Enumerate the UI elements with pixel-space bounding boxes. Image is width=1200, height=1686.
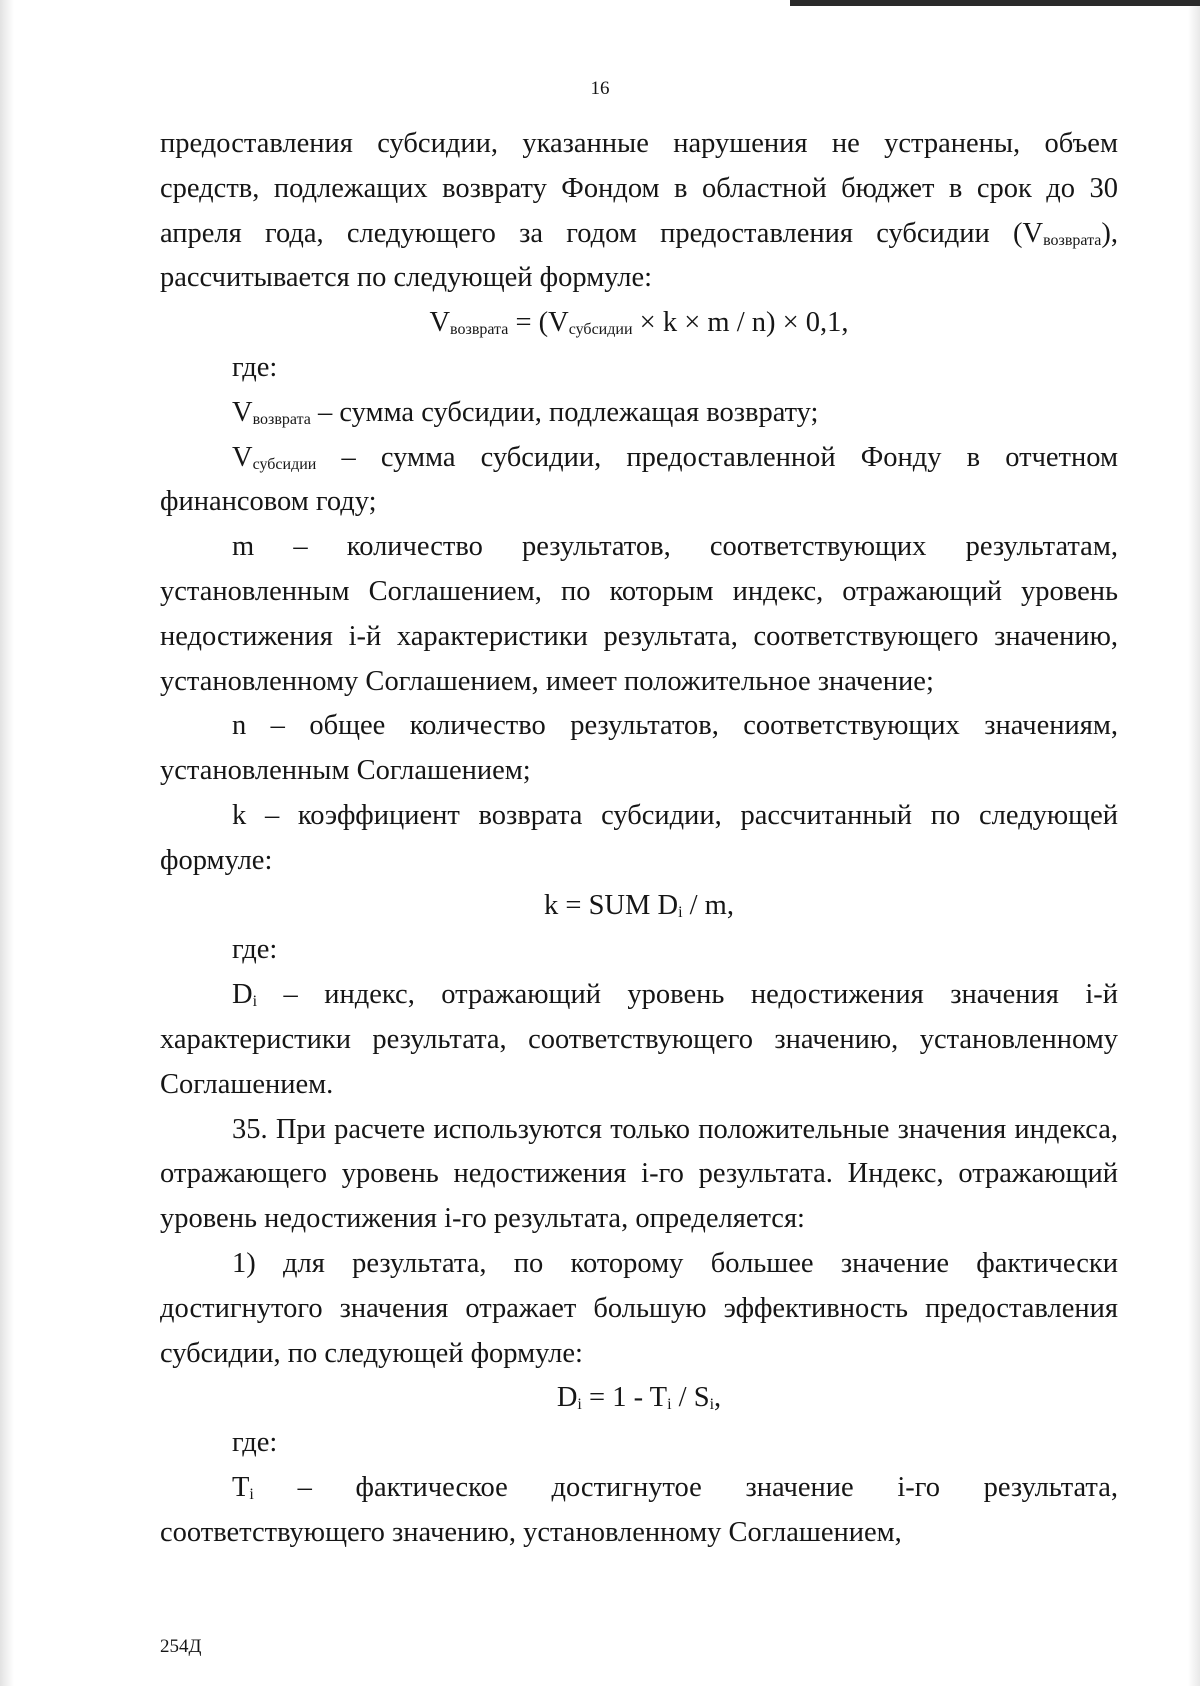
subscript: i — [678, 903, 683, 921]
paragraph-35: 35. При расчете используются только положительные значения индекса, отражающего уровень недостижения i-го результата. Индекс, отражающий уровень недостижения i-го результата, определяется: — [160, 1113, 1118, 1235]
paragraph-intro — [160, 122, 1118, 301]
text-run: T — [232, 1471, 250, 1503]
formula-v-return — [160, 301, 1118, 346]
subscript: субсидии — [568, 321, 633, 339]
text-run: , — [714, 1382, 722, 1414]
text-run: D — [232, 979, 253, 1011]
definition-m: m – количество результатов, соответствующих результатам, установленным Соглашением, по которым индекс, отражающий уровень недостижения i-й характеристики результата, соответствующего значению, установленному Соглашением, имеет положительное значение; — [160, 531, 1118, 697]
scan-left-edge — [0, 0, 14, 1686]
text-run: V — [429, 307, 451, 339]
subscript: возврата — [450, 321, 509, 339]
text-run: – сумма субсидии, предоставленной Фонду в отчетном финансовом году; — [160, 441, 1118, 518]
text-run: – индекс, отражающий уровень недостижения значения i-й характеристики результата, соответствующего значению, установленному Соглашением. — [160, 979, 1118, 1100]
document-body — [160, 122, 1118, 1556]
text-run: = (V — [508, 307, 569, 339]
definition-t — [160, 1466, 1118, 1556]
text-run: D — [556, 1382, 578, 1414]
where-label: где: — [232, 351, 278, 383]
subscript: i — [577, 1396, 582, 1414]
text-run: k = SUM D — [544, 889, 679, 921]
text-run: V — [232, 396, 253, 428]
text-run: × k × m / n) × 0,1, — [632, 307, 849, 339]
paragraph-35-item-1: 1) для результата, по которому большее значение фактически достигнутого значения отражает большую эффективность предоставления субсидии, по следующей формуле: — [160, 1247, 1118, 1369]
subscript: i — [667, 1396, 672, 1414]
definition-k: k – коэффициент возврата субсидии, рассчитанный по следующей формуле: — [160, 799, 1118, 876]
where-label: где: — [232, 1427, 278, 1459]
definition-n: n – общее количество результатов, соответствующих значениям, установленным Соглашением; — [160, 710, 1118, 787]
subscript: i — [709, 1396, 715, 1414]
top-rule — [790, 0, 1200, 6]
text-run: ), рассчитывается по следующей формуле: — [160, 217, 1118, 294]
text-run: = 1 - T — [581, 1382, 668, 1414]
definition-v-subsidy — [160, 436, 1118, 526]
formula-d — [160, 1376, 1118, 1421]
text-run: / m, — [682, 889, 734, 921]
page-number: 16 — [590, 78, 610, 99]
text-run: – фактическое достигнутое значение i-го результата, соответствующего значению, установленному Соглашением, — [160, 1471, 1118, 1548]
formula-k — [160, 884, 1118, 929]
scan-right-edge — [1188, 0, 1200, 1686]
subscript: субсидии — [252, 455, 317, 473]
text-run: / S — [671, 1382, 710, 1414]
definition-d — [160, 973, 1118, 1107]
text-run: – сумма субсидии, подлежащая возврату; — [310, 396, 819, 428]
text-run: предоставления субсидии, указанные нарушения не устранены, объем средств, подлежащих возврату Фондом в областной бюджет в срок до 30 апреля года, следующего за годом предоставления субсидии (V — [160, 128, 1118, 249]
definition-v-return — [160, 391, 1118, 436]
footer-code: 254Д — [160, 1636, 202, 1657]
subscript: i — [249, 1486, 254, 1504]
text-run: V — [232, 441, 253, 473]
where-label: где: — [232, 934, 278, 966]
subscript: i — [252, 993, 258, 1011]
subscript: возврата — [252, 410, 311, 428]
subscript: возврата — [1043, 231, 1102, 249]
